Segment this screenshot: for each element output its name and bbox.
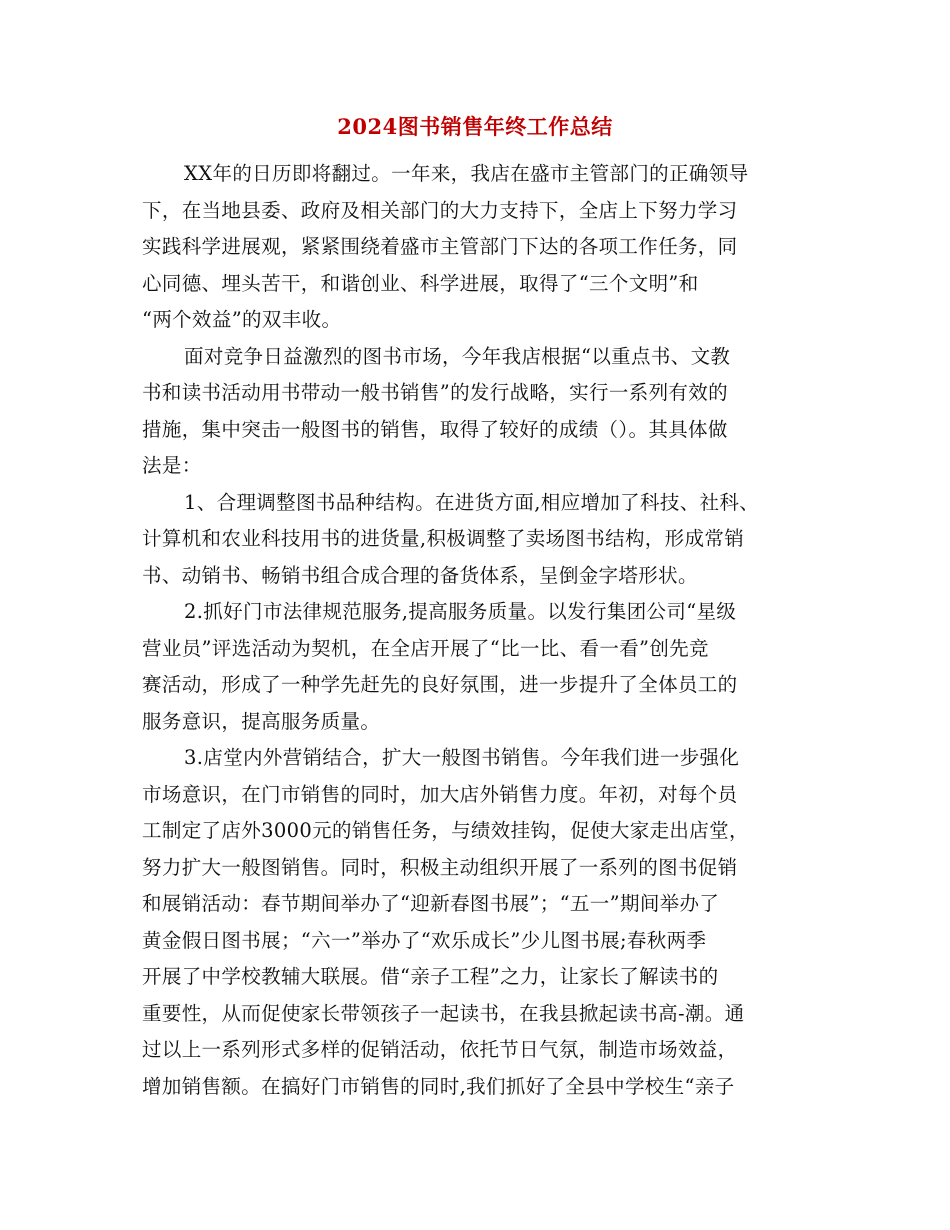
body-text-line: 计算机和农业科技用书的进货量,积极调整了卖场图书结构，形成常销 [142,527,745,550]
body-text-line: 市场意识，在门市销售的同时，加大店外销售力度。年初，对每个员 [142,782,738,806]
body-text-line: 1、合理调整图书品种结构。在进货方面,相应增加了科技、社科、 [184,490,760,514]
body-text-line: 下，在当地县委、政府及相关部门的大力支持下，全店上下努力学习 [142,198,738,222]
body-text-line: 实践科学进展观，紧紧围绕着盛市主管部门下达的各项工作任务，同 [142,235,738,258]
body-text-line: 2.抓好门市法律规范服务,提高服务质量。以发行集团公司“星级 [184,600,737,623]
body-text-line: 增加销售额。在搞好门市销售的同时,我们抓好了全县中学校生“亲子 [142,1074,735,1098]
body-text-line: 工制定了店外3000元的销售任务，与绩效挂钩，促使大家走出店堂， [142,819,749,842]
body-text-line: 重要性，从而促使家长带领孩子一起读书，在我县掀起读书高-潮。通 [142,1001,745,1025]
body-text-line: 面对竞争日益激烈的图书市场，今年我店根据“以重点书、文教 [184,344,731,368]
body-text-line: 和展销活动：春节期间举办了“迎新春图书展”；“五一”期间举办了 [142,892,720,915]
body-text-line: 过以上一系列形式多样的促销活动，依托节日气氛，制造市场效益， [142,1038,738,1061]
body-text-line: 努力扩大一般图销售。同时，积极主动组织开展了一系列的图书促销 [142,855,738,879]
body-text-line: “两个效益”的双丰收。 [142,308,342,331]
body-text-line: 赛活动，形成了一种学先赶先的良好氛围，进一步提升了全体员工的 [142,673,738,696]
body-text-line: XX年的日历即将翻过。一年来，我店在盛市主管部门的正确领导 [184,162,749,185]
body-text-line: 书、动销书、畅销书组合成合理的备货体系，呈倒金字塔形状。 [142,563,698,587]
body-text-line: 措施，集中突击一般图书的销售，取得了较好的成绩（）。其具体做 [142,417,728,441]
body-text-line: 营业员”评选活动为契机，在全店开展了“比一比、看一看”创先竞 [142,636,709,660]
body-text-line: 法是： [142,454,202,477]
body-text-line: 开展了中学校教辅大联展。借“亲子工程”之力，让家长了解读书的 [142,965,719,988]
body-text-line: 3.店堂内外营销结合，扩大一般图书销售。今年我们进一步强化 [184,746,740,769]
body-text-line: 黄金假日图书展；“六一”举办了“欢乐成长”少儿图书展;春秋两季 [142,928,707,952]
body-text-line: 书和读书活动用书带动一般书销售”的发行战略，实行一系列有效的 [142,381,728,404]
document-title: 2024图书销售年终工作总结 [337,114,613,139]
document-body [142,156,810,1105]
body-text-line: 心同德、埋头苦干，和谐创业、科学进展，取得了“三个文明”和 [142,271,699,295]
body-text-line: 服务意识，提高服务质量。 [142,709,381,733]
